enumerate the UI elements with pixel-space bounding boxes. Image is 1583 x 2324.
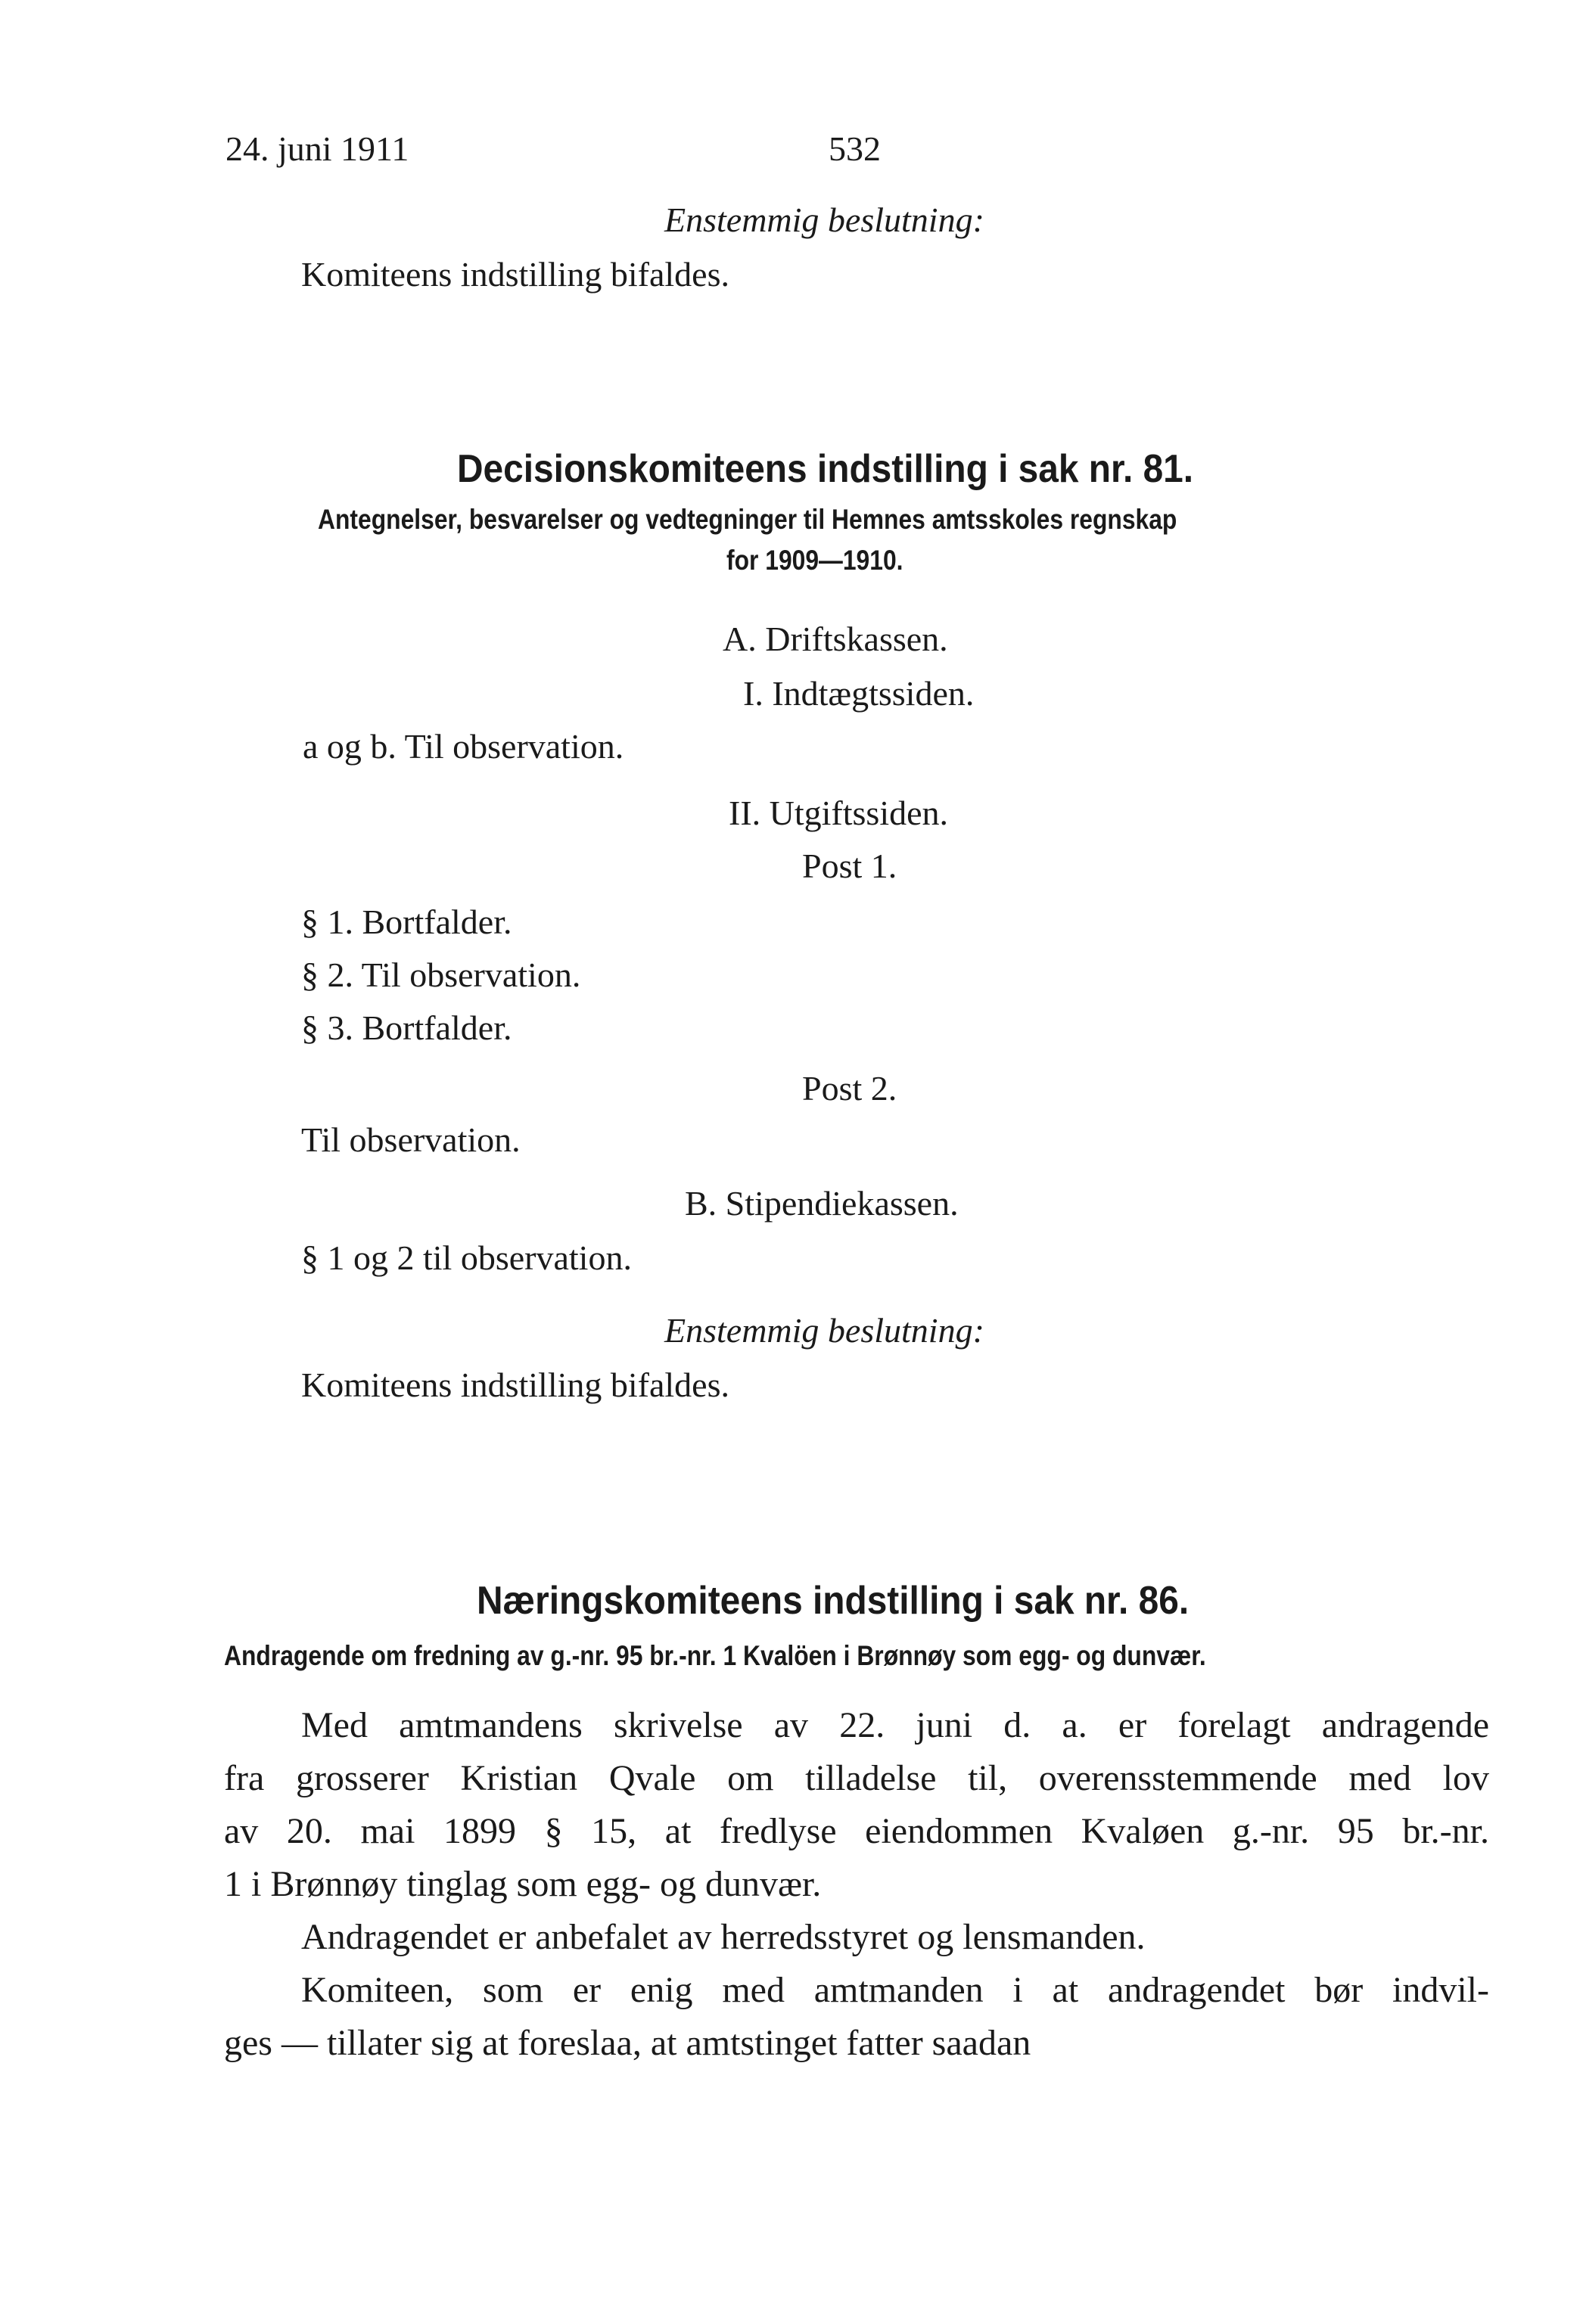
- body-line: ges — tillater sig at foreslaa, at amtstinget fatter saadan: [224, 2023, 1031, 2063]
- paragraph-2: § 2. Til observation.: [301, 955, 581, 994]
- decision-heading-81: Enstemmig beslutning:: [664, 1311, 984, 1350]
- page-date: 24. juni 1911: [225, 129, 409, 168]
- section-81-title: Decisionskomiteens indstilling i sak nr. 81.: [457, 447, 1194, 491]
- note-a-og-b: a og b. Til observation.: [303, 727, 624, 766]
- heading-stipendiekassen: B. Stipendiekassen.: [685, 1184, 959, 1223]
- section-81-subtitle-line2: for 1909—1910.: [726, 545, 903, 576]
- decision-text: Komiteens indstilling bifaldes.: [301, 255, 729, 294]
- heading-post-2: Post 2.: [802, 1069, 897, 1108]
- body-line: Med amtmandens skrivelse av 22. juni d. a. er forelagt andragende: [301, 1705, 1489, 1745]
- decision-text-81: Komiteens indstilling bifaldes.: [301, 1366, 729, 1404]
- body-line: fra grosserer Kristian Qvale om tilladelse til, overensstemmende med lov: [224, 1758, 1489, 1798]
- heading-post-1: Post 1.: [802, 847, 897, 885]
- section-86-title: Næringskomiteens indstilling i sak nr. 86.: [477, 1579, 1190, 1623]
- section-81-subtitle-line1: Antegnelser, besvarelser og vedtegninger til Hemnes amtsskoles regnskap: [318, 504, 1177, 535]
- body-paragraph-2: Andragendet er anbefalet av herredsstyret og lensmanden.: [301, 1917, 1146, 1957]
- body-line: Komiteen, som er enig med amtmanden i at andragendet bør indvil-: [301, 1970, 1489, 2010]
- heading-indtaegtssiden: I. Indtægtssiden.: [743, 674, 975, 713]
- heading-utgiftssiden: II. Utgiftssiden.: [729, 794, 949, 832]
- section-86-subtitle: Andragende om fredning av g.-nr. 95 br.-nr. 1 Kvalöen i Brønnøy som egg- og dunvær.: [224, 1640, 1206, 1671]
- body-line: 1 i Brønnøy tinglag som egg- og dunvær.: [224, 1864, 822, 1904]
- paragraph-1: § 1. Bortfalder.: [301, 903, 512, 941]
- paragraph-3: § 3. Bortfalder.: [301, 1008, 512, 1047]
- heading-driftskassen: A. Driftskassen.: [723, 620, 948, 658]
- note-post-2: Til observation.: [301, 1120, 521, 1159]
- body-line: av 20. mai 1899 § 15, at fredlyse eiendommen Kvaløen g.-nr. 95 br.-nr.: [224, 1811, 1489, 1851]
- note-stipendiekassen: § 1 og 2 til observation.: [301, 1238, 632, 1277]
- page-number: 532: [829, 129, 881, 168]
- decision-heading: Enstemmig beslutning:: [664, 200, 984, 239]
